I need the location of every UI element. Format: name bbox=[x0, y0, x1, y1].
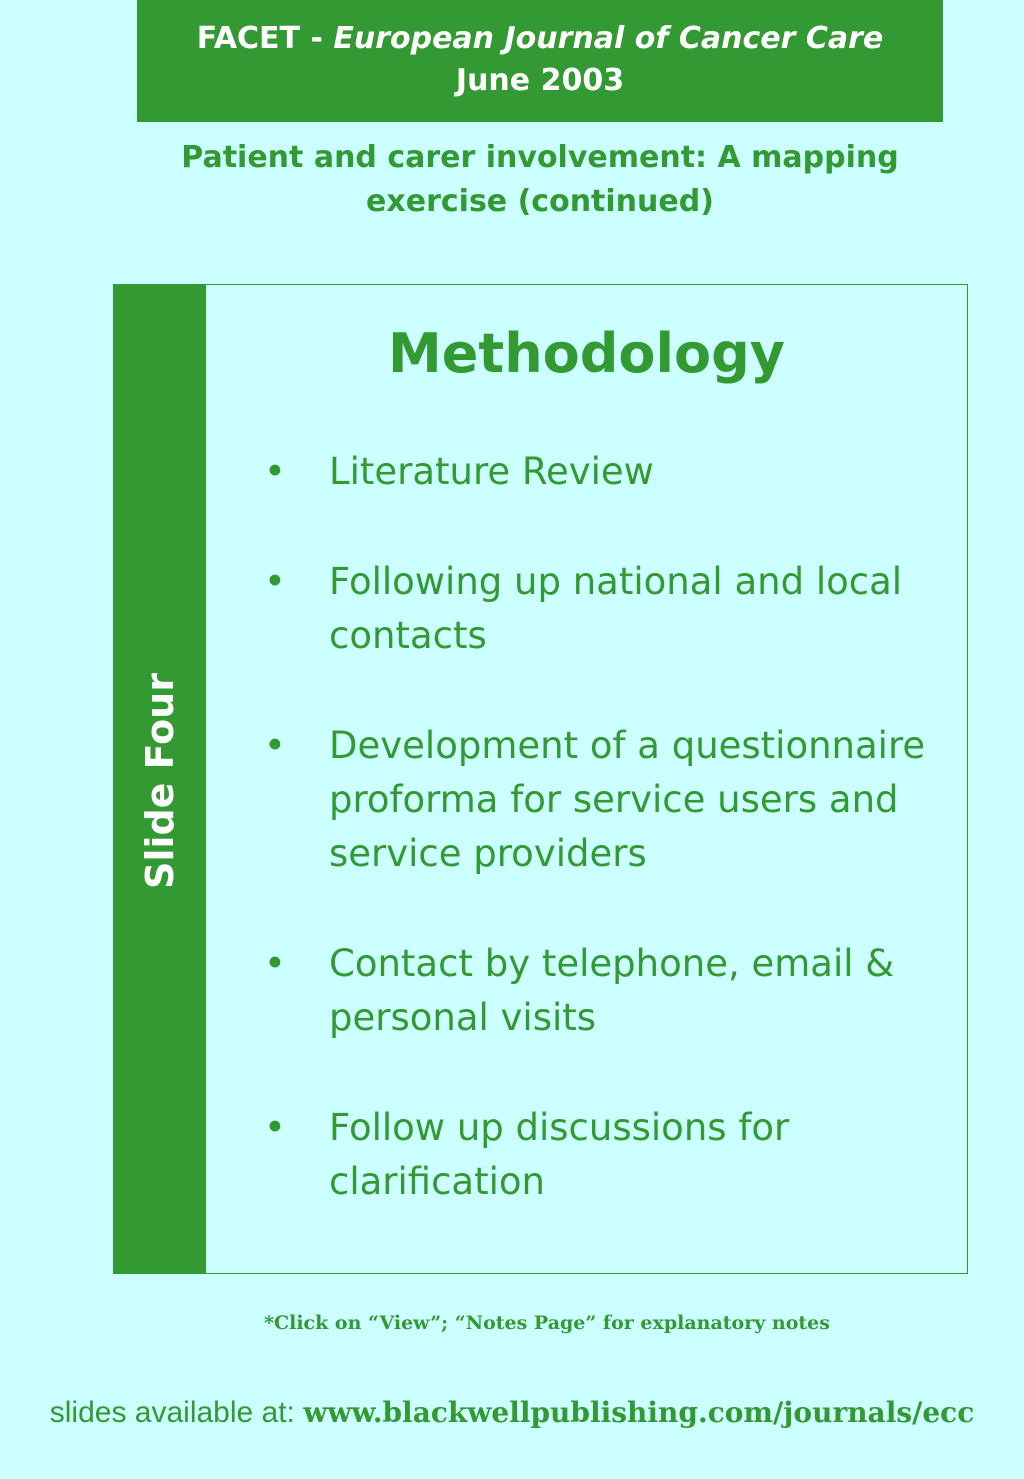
journal-name: European Journal of Cancer Care bbox=[333, 21, 884, 56]
list-item-line: Development of a questionnaire bbox=[329, 724, 926, 767]
methodology-list bbox=[264, 445, 944, 1265]
list-item-line: proforma for service users and bbox=[329, 778, 899, 821]
article-title-line-2: exercise (continued) bbox=[366, 184, 714, 219]
issue-date: June 2003 bbox=[455, 63, 625, 98]
list-item bbox=[264, 555, 944, 663]
journal-title bbox=[137, 18, 943, 60]
list-item-line: Follow up discussions for bbox=[329, 1106, 790, 1149]
list-item bbox=[264, 719, 944, 881]
list-item bbox=[264, 445, 944, 499]
slide-title: Methodology bbox=[388, 322, 785, 385]
list-item-line: Literature Review bbox=[329, 450, 654, 493]
list-item-line: service providers bbox=[329, 832, 647, 875]
slide-side-bar bbox=[114, 285, 206, 1273]
article-title-line-1: Patient and carer involvement: A mapping bbox=[181, 140, 899, 175]
list-item-line: Contact by telephone, email & bbox=[329, 942, 895, 985]
bullet-icon: • bbox=[264, 942, 286, 985]
bullet-icon: • bbox=[264, 450, 286, 493]
list-item bbox=[264, 1101, 944, 1209]
footer-link[interactable]: www.blackwellpublishing.com/journals/ecc bbox=[303, 1396, 975, 1429]
list-item-line: personal visits bbox=[329, 996, 597, 1039]
list-item-line: clarification bbox=[329, 1160, 545, 1203]
bullet-icon: • bbox=[264, 1106, 286, 1149]
bullet-icon: • bbox=[264, 724, 286, 767]
list-item-line: Following up national and local bbox=[329, 560, 903, 603]
slide-panel bbox=[113, 284, 968, 1274]
slide-number-label: Slide Four bbox=[138, 673, 182, 889]
notes-instruction: *Click on “View”; “Notes Page” for explanatory notes bbox=[264, 1312, 830, 1334]
article-title bbox=[137, 136, 943, 224]
journal-header bbox=[137, 0, 943, 122]
footer bbox=[0, 1396, 1024, 1430]
list-item bbox=[264, 937, 944, 1045]
list-item-line: contacts bbox=[329, 614, 487, 657]
footer-prefix: slides available at: bbox=[49, 1396, 304, 1429]
journal-prefix: FACET - bbox=[196, 21, 334, 56]
bullet-icon: • bbox=[264, 560, 286, 603]
